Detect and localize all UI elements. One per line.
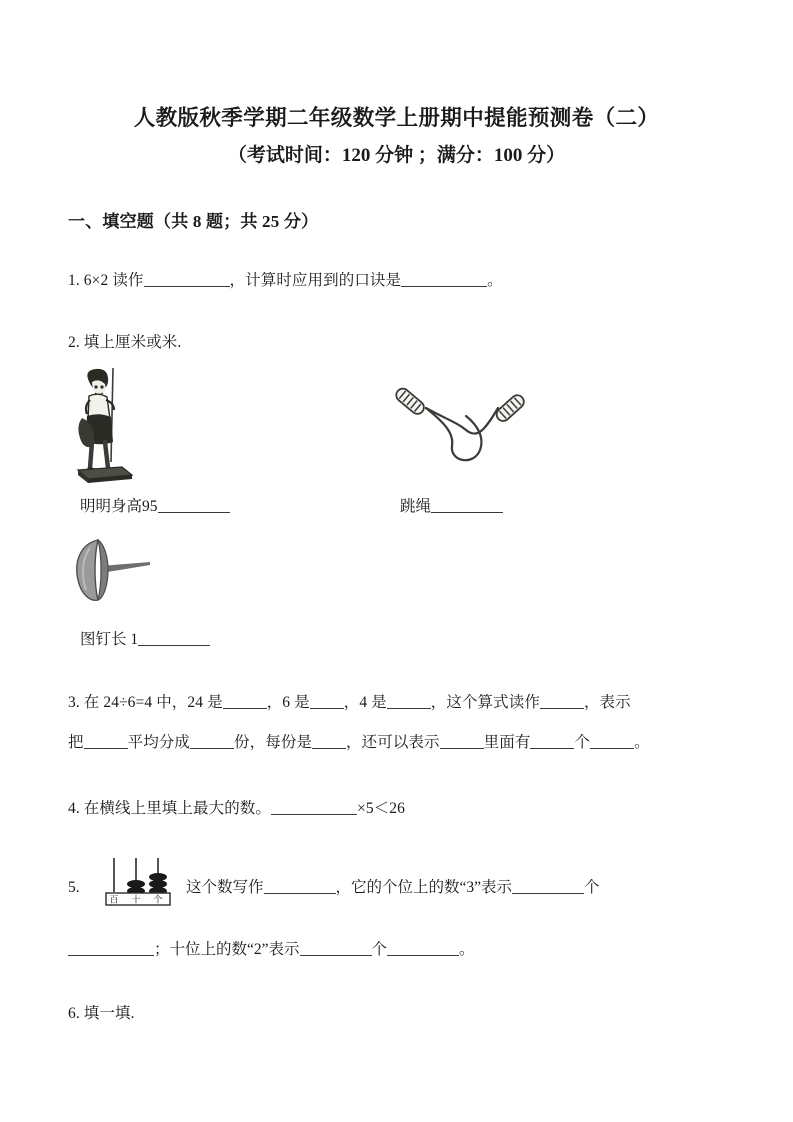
answer-blank[interactable] (310, 694, 344, 709)
caption-rope-text: 跳绳 (400, 498, 432, 515)
question-4-text-a: 4. 在横线上里填上最大的数。 (68, 800, 272, 817)
question-4 (68, 796, 405, 822)
answer-blank[interactable] (387, 941, 459, 956)
question-1-text-c: 。 (487, 272, 503, 289)
question-6-prompt: 6. 填一填. (68, 1005, 135, 1022)
question-6 (68, 1001, 135, 1027)
question-2-caption-rope (400, 494, 503, 516)
question-3 (68, 690, 748, 756)
svg-text:百: 百 (109, 894, 119, 905)
question-3-text-k: 个 (574, 734, 591, 751)
question-5-text-e: 个 (371, 941, 388, 958)
question-5-number: 5. (68, 879, 80, 896)
answer-blank[interactable] (431, 498, 503, 513)
question-1-text-a: 1. 6×2 读作 (68, 272, 144, 289)
page-title: 人教版秋季学期二年级数学上册期中提能预测卷（二） (133, 106, 660, 130)
answer-blank[interactable] (440, 734, 484, 749)
answer-blank[interactable] (530, 734, 574, 749)
question-5-text-d: ；十位上的数“2”表示 (154, 941, 300, 958)
question-3-text-b: ，6 是 (266, 694, 310, 711)
question-5-text-f: 。 (459, 941, 475, 958)
answer-blank[interactable] (158, 498, 230, 513)
answer-blank[interactable] (138, 631, 210, 646)
question-3-text-e: ，表示 (583, 694, 631, 711)
answer-blank[interactable] (190, 734, 234, 749)
question-2-caption-child (80, 494, 230, 516)
question-5-line-2 (68, 937, 475, 959)
answer-blank[interactable] (264, 879, 336, 894)
question-3-text-j: 里面有 (483, 734, 531, 751)
answer-blank[interactable] (84, 734, 128, 749)
question-3-text-a: 3. 在 24÷6=4 中，24 是 (68, 694, 223, 711)
answer-blank[interactable] (271, 800, 357, 815)
question-2-prompt: 2. 填上厘米或米. (68, 334, 182, 351)
question-5-text-a: 这个数写作 (186, 879, 264, 896)
question-3-line-2 (68, 730, 748, 756)
answer-blank[interactable] (68, 941, 154, 956)
question-1 (68, 268, 503, 294)
answer-blank[interactable] (590, 734, 634, 749)
question-5-line-1 (68, 875, 600, 897)
question-3-text-g: 平均分成 (127, 734, 191, 751)
child-on-height-scale-icon (72, 366, 136, 488)
push-pin-icon (68, 536, 156, 608)
answer-blank[interactable] (144, 272, 230, 287)
question-3-text-c: ，4 是 (343, 694, 387, 711)
question-3-text-l: 。 (634, 734, 650, 751)
answer-blank[interactable] (387, 694, 431, 709)
answer-blank[interactable] (512, 879, 584, 894)
question-4-text-b: ×5＜26 (357, 800, 406, 817)
section-heading-fill-in-blanks: 一、填空题（共 8 题；共 25 分） (68, 212, 319, 231)
question-3-text-i: ，还可以表示 (346, 734, 440, 751)
question-5-text-c: 个 (584, 879, 600, 896)
question-3-text-h: 份，每份是 (234, 734, 313, 751)
answer-blank[interactable] (223, 694, 267, 709)
question-5-text-b: ，它的个位上的数“3”表示 (335, 879, 513, 896)
caption-pin-text: 图钉长 1 (80, 631, 139, 648)
answer-blank[interactable] (300, 941, 372, 956)
exam-info-subtitle: （考试时间：120 分钟 ；满分：100 分） (227, 145, 566, 166)
question-3-text-f: 把 (68, 734, 84, 751)
question-3-text-d: ，这个算式读作 (430, 694, 540, 711)
jump-rope-icon (390, 372, 534, 476)
question-2-caption-pin (80, 627, 210, 649)
answer-blank[interactable] (540, 694, 584, 709)
answer-blank[interactable] (401, 272, 487, 287)
question-1-text-b: ，计算时应用到的口诀是 (229, 272, 402, 289)
question-2 (68, 330, 181, 356)
svg-text:十: 十 (131, 894, 141, 905)
answer-blank[interactable] (312, 734, 346, 749)
question-3-line-1 (68, 690, 748, 716)
svg-text:个: 个 (153, 894, 163, 905)
caption-child-text: 明明身高95 (80, 498, 158, 515)
